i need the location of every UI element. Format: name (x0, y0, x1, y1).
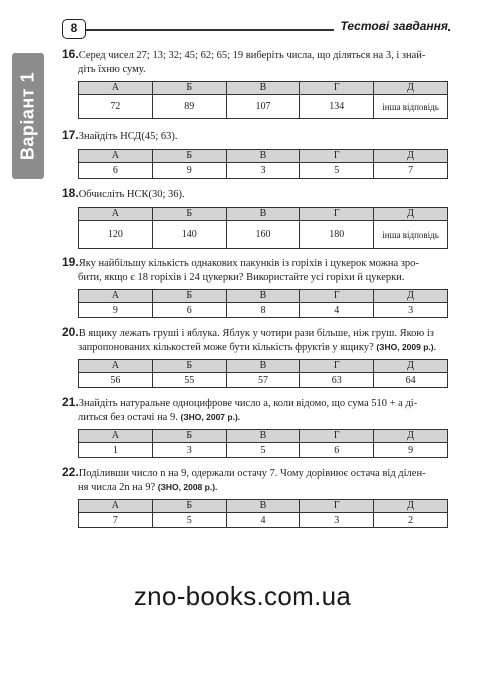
answer-option: 6 (152, 303, 226, 318)
answer-option: 2 (374, 513, 448, 528)
option-letter: Г (300, 82, 374, 95)
answer-table-21 (78, 429, 448, 458)
answer-option: 8 (226, 303, 300, 318)
option-letter: В (226, 82, 300, 95)
option-letter: Д (374, 430, 448, 443)
option-letter: Б (152, 430, 226, 443)
answer-option: 89 (152, 95, 226, 119)
question-text: 16.Серед чисел 27; 13; 32; 45; 62; 65; 19 виберіть числа, що діляться на 3, і знай- (62, 47, 426, 61)
question-number: 20. (62, 325, 79, 339)
option-letter: В (226, 500, 300, 513)
answer-option: 140 (152, 221, 226, 249)
answer-table-20 (78, 359, 448, 388)
question-20 (62, 326, 454, 354)
question-text: 19.Яку найбільшу кількість однакових пакунків із горіхів і цукерок можна зро- (62, 255, 419, 269)
answer-option: 9 (374, 443, 448, 458)
option-letter: Д (374, 82, 448, 95)
answer-option: 56 (79, 373, 153, 388)
question-text-line2: бити, якщо є 18 горіхів і 24 цукерки? Використайте усі горіхи й цукерки. (78, 271, 405, 283)
question-17 (62, 129, 454, 144)
option-letter: Д (374, 360, 448, 373)
question-text: 18.Обчисліть НСК(30; 36). (62, 186, 185, 200)
question-text-line2: ня числа 2n на 9? (ЗНО, 2008 р.). (78, 481, 218, 493)
option-letter: Б (152, 82, 226, 95)
question-text: 20.В ящику лежать груші і яблука. Яблук у чотири рази більше, ніж груш. Якою із (62, 325, 434, 339)
option-letter: А (79, 360, 153, 373)
variant-side-tab (12, 53, 44, 179)
section-title: Тестові завдання (334, 19, 448, 33)
option-letter: А (79, 150, 153, 163)
answer-option: 4 (300, 303, 374, 318)
option-letter: А (79, 500, 153, 513)
question-number: 18. (62, 186, 79, 200)
answer-option: 6 (300, 443, 374, 458)
source-note: (ЗНО, 2007 р.). (180, 411, 241, 422)
option-letter: Д (374, 500, 448, 513)
answer-option: 160 (226, 221, 300, 249)
answer-option: 6 (79, 163, 153, 179)
answer-option: 180 (300, 221, 374, 249)
option-letter: Д (374, 150, 448, 163)
answer-table-19 (78, 289, 448, 318)
question-text: 21.Знайдіть натуральне одноцифрове число a, коли відомо, що сума 510 + a ді- (62, 395, 418, 409)
answer-option: інша відповідь (374, 95, 448, 119)
page-number: 8 (62, 19, 86, 39)
answer-option: 4 (226, 513, 300, 528)
answer-table-17 (78, 149, 448, 179)
question-18 (62, 187, 454, 202)
question-number: 19. (62, 255, 79, 269)
option-letter: Б (152, 360, 226, 373)
source-note: (ЗНО, 2009 р.). (376, 341, 436, 352)
option-letter: В (226, 290, 300, 303)
question-21 (62, 396, 454, 424)
option-letter: А (79, 290, 153, 303)
option-letter: Б (152, 500, 226, 513)
answer-option: 3 (226, 163, 300, 179)
answer-option: 7 (374, 163, 448, 179)
answer-option: 72 (79, 95, 153, 119)
source-note: (ЗНО, 2008 р.). (157, 481, 218, 492)
answer-option: інша відповідь (374, 221, 448, 249)
option-letter: А (79, 208, 153, 221)
option-letter: Д (374, 208, 448, 221)
question-text-line2: литься без остачі на 9. (ЗНО, 2007 р.). (78, 411, 241, 423)
answer-option: 1 (79, 443, 153, 458)
page-header (56, 16, 450, 44)
answer-option: 3 (152, 443, 226, 458)
answer-option: 134 (300, 95, 374, 119)
answer-option: 5 (226, 443, 300, 458)
option-letter: В (226, 208, 300, 221)
answer-option: 7 (79, 513, 153, 528)
question-text-line2: діть їхню суму. (78, 63, 146, 75)
question-16 (62, 48, 454, 76)
option-letter: В (226, 360, 300, 373)
question-text: 17.Знайдіть НСД(45; 63). (62, 128, 178, 142)
answer-option: 107 (226, 95, 300, 119)
option-letter: Г (300, 150, 374, 163)
option-letter: А (79, 430, 153, 443)
answer-option: 63 (300, 373, 374, 388)
answer-option: 5 (152, 513, 226, 528)
option-letter: Г (300, 290, 374, 303)
option-letter: Б (152, 290, 226, 303)
answer-option: 3 (374, 303, 448, 318)
question-22 (62, 466, 454, 494)
option-letter: Б (152, 208, 226, 221)
option-letter: Г (300, 430, 374, 443)
option-letter: Г (300, 500, 374, 513)
variant-label: Варіант 1 (17, 71, 38, 161)
answer-option: 9 (79, 303, 153, 318)
question-number: 21. (62, 395, 79, 409)
answer-option: 55 (152, 373, 226, 388)
question-number: 22. (62, 465, 79, 479)
answer-option: 3 (300, 513, 374, 528)
answer-option: 5 (300, 163, 374, 179)
question-19 (62, 256, 454, 284)
option-letter: Г (300, 360, 374, 373)
question-number: 17. (62, 128, 79, 142)
answer-option: 57 (226, 373, 300, 388)
option-letter: Д (374, 290, 448, 303)
answer-table-16 (78, 81, 448, 119)
watermark: zno-books.com.ua (133, 581, 352, 611)
answer-option: 120 (79, 221, 153, 249)
option-letter: В (226, 430, 300, 443)
option-letter: В (226, 150, 300, 163)
question-number: 16. (62, 47, 79, 61)
answer-option: 64 (374, 373, 448, 388)
question-text: 22.Поділивши число n на 9, одержали остачу 7. Чому дорівнює остача від ділен- (62, 465, 426, 479)
option-letter: Г (300, 208, 374, 221)
answer-table-22 (78, 499, 448, 528)
question-text-line2: запропонованих кількостей може бути кількість фруктів у ящику? (ЗНО, 2009 р.). (78, 341, 436, 353)
answer-option: 9 (152, 163, 226, 179)
option-letter: А (79, 82, 153, 95)
option-letter: Б (152, 150, 226, 163)
answer-table-18 (78, 207, 448, 249)
